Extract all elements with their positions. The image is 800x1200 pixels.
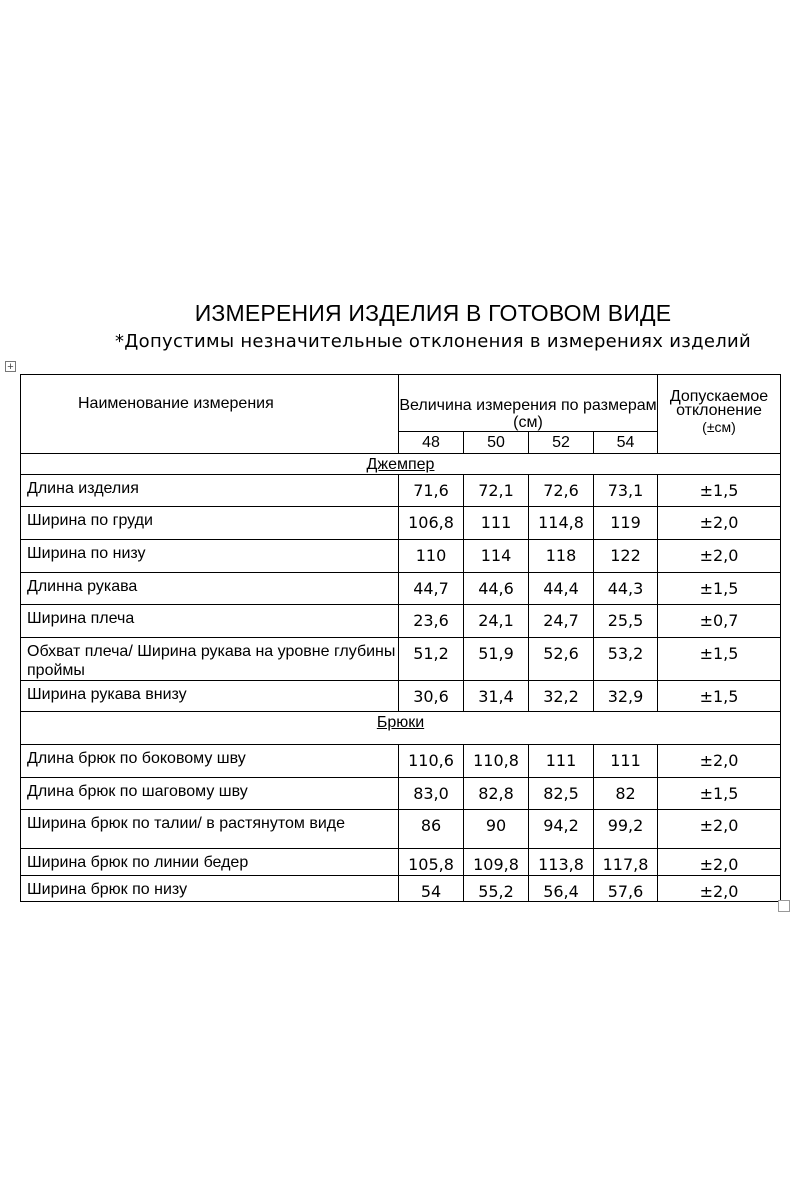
measurement-value: 90: [464, 810, 529, 849]
header-tolerance: [658, 375, 781, 454]
measurement-value: 44,4: [529, 573, 594, 605]
header-values: Величина измерения по размерам (см): [399, 375, 658, 432]
measurement-value: 57,6: [594, 876, 658, 902]
measurement-value: 25,5: [594, 605, 658, 638]
measurement-tolerance: ±1,5: [658, 638, 781, 681]
measurement-value: 94,2: [529, 810, 594, 849]
measurements-table: [20, 374, 781, 902]
measurement-value: 71,6: [399, 475, 464, 507]
measurement-value: 109,8: [464, 849, 529, 876]
measurement-tolerance: ±0,7: [658, 605, 781, 638]
measurement-value: 44,6: [464, 573, 529, 605]
measurement-value: 119: [594, 507, 658, 540]
table-row: [21, 681, 781, 712]
measurement-value: 55,2: [464, 876, 529, 902]
measurement-tolerance: ±1,5: [658, 778, 781, 810]
measurement-name: Ширина рукава внизу: [21, 681, 399, 712]
header-size: 52: [529, 432, 594, 454]
measurement-value: 32,9: [594, 681, 658, 712]
measurement-value: 54: [399, 876, 464, 902]
header-row: [21, 375, 781, 432]
measurement-name: Ширина брюк по низу: [21, 876, 399, 902]
header-tolerance-unit: (±см): [702, 419, 736, 435]
measurement-value: 114,8: [529, 507, 594, 540]
measurement-value: 72,1: [464, 475, 529, 507]
measurement-value: 110,8: [464, 745, 529, 778]
measurement-value: 82: [594, 778, 658, 810]
measurement-tolerance: ±2,0: [658, 849, 781, 876]
measurement-value: 122: [594, 540, 658, 573]
document-subtitle: *Допустимы незначительные отклонения в измерениях изделий: [114, 331, 752, 352]
measurement-tolerance: ±1,5: [658, 681, 781, 712]
section-title: Джемпер: [366, 456, 435, 473]
measurement-value: 82,8: [464, 778, 529, 810]
measurement-value: 105,8: [399, 849, 464, 876]
measurement-value: 82,5: [529, 778, 594, 810]
measurement-value: 30,6: [399, 681, 464, 712]
measurement-value: 99,2: [594, 810, 658, 849]
header-size: 54: [594, 432, 658, 454]
measurement-value: 110: [399, 540, 464, 573]
section-title-cell: [21, 712, 781, 745]
measurement-value: 32,2: [529, 681, 594, 712]
measurement-value: 52,6: [529, 638, 594, 681]
header-name: Наименование измерения: [21, 375, 399, 454]
measurement-value: 114: [464, 540, 529, 573]
table-row: [21, 849, 781, 876]
measurement-value: 24,1: [464, 605, 529, 638]
table-row: [21, 605, 781, 638]
section-row: [21, 712, 781, 745]
measurement-name: Длинна рукава: [21, 573, 399, 605]
measurement-name: Ширина плеча: [21, 605, 399, 638]
table-row: [21, 745, 781, 778]
measurement-value: 73,1: [594, 475, 658, 507]
measurement-value: 51,9: [464, 638, 529, 681]
section-title-cell: [21, 454, 781, 475]
table-row: [21, 573, 781, 605]
header-size: 50: [464, 432, 529, 454]
measurement-value: 86: [399, 810, 464, 849]
measurement-name: Ширина брюк по линии бедер: [21, 849, 399, 876]
measurement-value: 72,6: [529, 475, 594, 507]
table-row: [21, 810, 781, 849]
table-row: [21, 540, 781, 573]
table-row: [21, 475, 781, 507]
measurement-tolerance: ±2,0: [658, 876, 781, 902]
table-row: [21, 778, 781, 810]
table-row: [21, 638, 781, 681]
table-row: [21, 876, 781, 902]
header-size: 48: [399, 432, 464, 454]
measurement-name: Длина брюк по боковому шву: [21, 745, 399, 778]
measurement-tolerance: ±2,0: [658, 507, 781, 540]
measurement-value: 83,0: [399, 778, 464, 810]
measurement-tolerance: ±1,5: [658, 475, 781, 507]
measurement-value: 51,2: [399, 638, 464, 681]
table-move-handle-icon[interactable]: +: [5, 361, 16, 372]
measurement-name: Ширина брюк по талии/ в растянутом виде: [21, 810, 399, 849]
section-row: [21, 454, 781, 475]
measurement-name: Длина брюк по шаговому шву: [21, 778, 399, 810]
measurement-name: Обхват плеча/ Ширина рукава на уровне глубины проймы: [21, 638, 399, 681]
measurement-tolerance: ±2,0: [658, 810, 781, 849]
measurement-value: 106,8: [399, 507, 464, 540]
measurement-tolerance: ±2,0: [658, 540, 781, 573]
measurement-value: 110,6: [399, 745, 464, 778]
measurement-tolerance: ±2,0: [658, 745, 781, 778]
measurement-value: 118: [529, 540, 594, 573]
measurement-value: 111: [594, 745, 658, 778]
measurement-value: 44,3: [594, 573, 658, 605]
measurement-value: 117,8: [594, 849, 658, 876]
measurement-tolerance: ±1,5: [658, 573, 781, 605]
document-title: ИЗМЕРЕНИЯ ИЗДЕЛИЯ В ГОТОВОМ ВИДЕ: [194, 300, 672, 326]
measurement-value: 113,8: [529, 849, 594, 876]
measurement-value: 24,7: [529, 605, 594, 638]
measurement-value: 111: [529, 745, 594, 778]
section-title: Брюки: [376, 714, 425, 731]
measurement-name: Длина изделия: [21, 475, 399, 507]
measurement-value: 111: [464, 507, 529, 540]
table-resize-handle-icon[interactable]: [778, 900, 790, 912]
measurement-value: 31,4: [464, 681, 529, 712]
measurement-value: 56,4: [529, 876, 594, 902]
measurement-name: Ширина по низу: [21, 540, 399, 573]
header-tolerance-label: Допускаемое отклонение: [669, 388, 769, 419]
table-row: [21, 507, 781, 540]
measurement-value: 23,6: [399, 605, 464, 638]
measurement-value: 53,2: [594, 638, 658, 681]
measurement-name: Ширина по груди: [21, 507, 399, 540]
measurement-value: 44,7: [399, 573, 464, 605]
